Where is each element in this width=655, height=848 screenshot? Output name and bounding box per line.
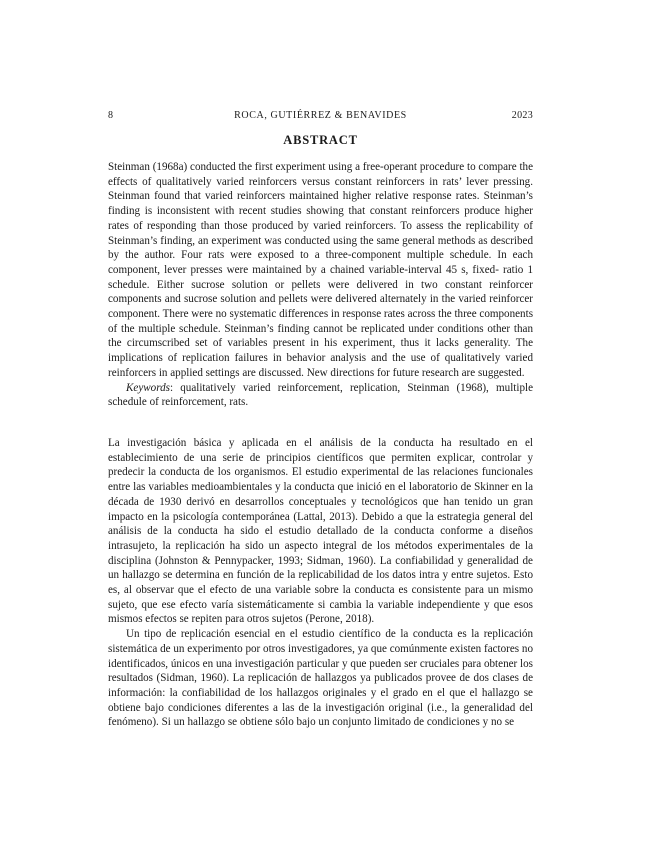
publication-year: 2023 <box>511 110 533 121</box>
body-text <box>108 436 533 730</box>
abstract-section <box>108 160 533 410</box>
running-header <box>108 110 533 124</box>
body-paragraph-2: Un tipo de replicación esencial en el estudio científico de la conducta es la replicación sistemática de un experimento por otros investigadores, ya que comúnmente existen factores no identificados, únicos en una investigación particular y que pueden ser cruciales para obtener los resultados (Sidman, 1960). La replicación de hallazgos ya publicados provee de dos clases de información: la confiabilidad de los hallazgos originales y el grado en el que el hallazgo se obtiene bajo condiciones diferentes a las de la investigación original (i.e., la generalidad del fenómeno). Si un hallazgo se obtiene sólo bajo un conjunto limitado de condiciones y no se <box>108 628 533 729</box>
abstract-text: Steinman (1968a) conducted the first experiment using a free-operant procedure to compare the effects of qualitatively varied reinforcers versus constant reinforcers in rats’ lever pressing. Steinman found that varied reinforcers maintained higher relative response rates. Steinman’s finding is inconsistent with recent studies showing that constant reinforcers produce higher rates of responding than those produced by varied reinforcers. To assess the replicability of Steinman’s finding, an experiment was conducted using the same general methods as described by the author. Four rats were exposed to a three-component multiple schedule. In each component, lever presses were maintained by a chained variable-interval 45 s, fixed- ratio 1 schedule. Either sucrose solution or pellets were delivered in two constant reinforcer components and sucrose solution and pellets were delivered alternately in the varied reinforcer component. There were no systematic differences in response rates across the three components of the multiple schedule. Steinman’s finding cannot be replicated under conditions other than the circumscribed set of variables present in his experiment, thus it lacks generality. The implications of replication failures in behavior analysis and the use of qualitatively varied reinforcers in applied settings are discussed. New directions for future research are suggested. <box>108 161 534 379</box>
abstract-heading: ABSTRACT <box>283 133 358 147</box>
page-number: 8 <box>108 110 114 121</box>
running-head-authors: ROCA, GUTIÉRREZ & BENAVIDES <box>234 110 407 121</box>
keywords-line <box>108 381 533 410</box>
keywords-label: Keywords <box>126 381 170 394</box>
keywords-list: : qualitatively varied reinforcement, replication, Steinman (1968), multiple schedule of reinforcement, rats. <box>108 381 533 409</box>
body-paragraph-1: La investigación básica y aplicada en el análisis de la conducta ha resultado en el establecimiento de una serie de principios científicos que permiten explicar, controlar y predecir la conducta de los organismos. El estudio experimental de las relaciones funcionales entre las variables medioambientales y la conducta que inició en el laboratorio de Skinner en la década de 1930 derivó en desarrollos conceptuales y tecnológicos que han tenido un gran impacto en la psicología contemporánea (Lattal, 2013). Debido a que la estrategia general del análisis de la conducta ha sido el estudio detallado de la conducta conforme a diseños intrasujeto, la replicación ha sido un aspecto integral de los métodos experimentales de la disciplina (Johnston & Pennypacker, 1993; Sidman, 1960). La confiabilidad y generalidad de un hallazgo se determina en función de la replicabilidad de los datos intra y entre sujetos. Esto es, al observar que el efecto de una variable sobre la conducta es consistente para un mismo sujeto, que ese efecto varía sistemáticamente si cambia la variable independiente y que esos mismos efectos se repiten para otros sujetos (Perone, 2018). <box>108 437 533 626</box>
